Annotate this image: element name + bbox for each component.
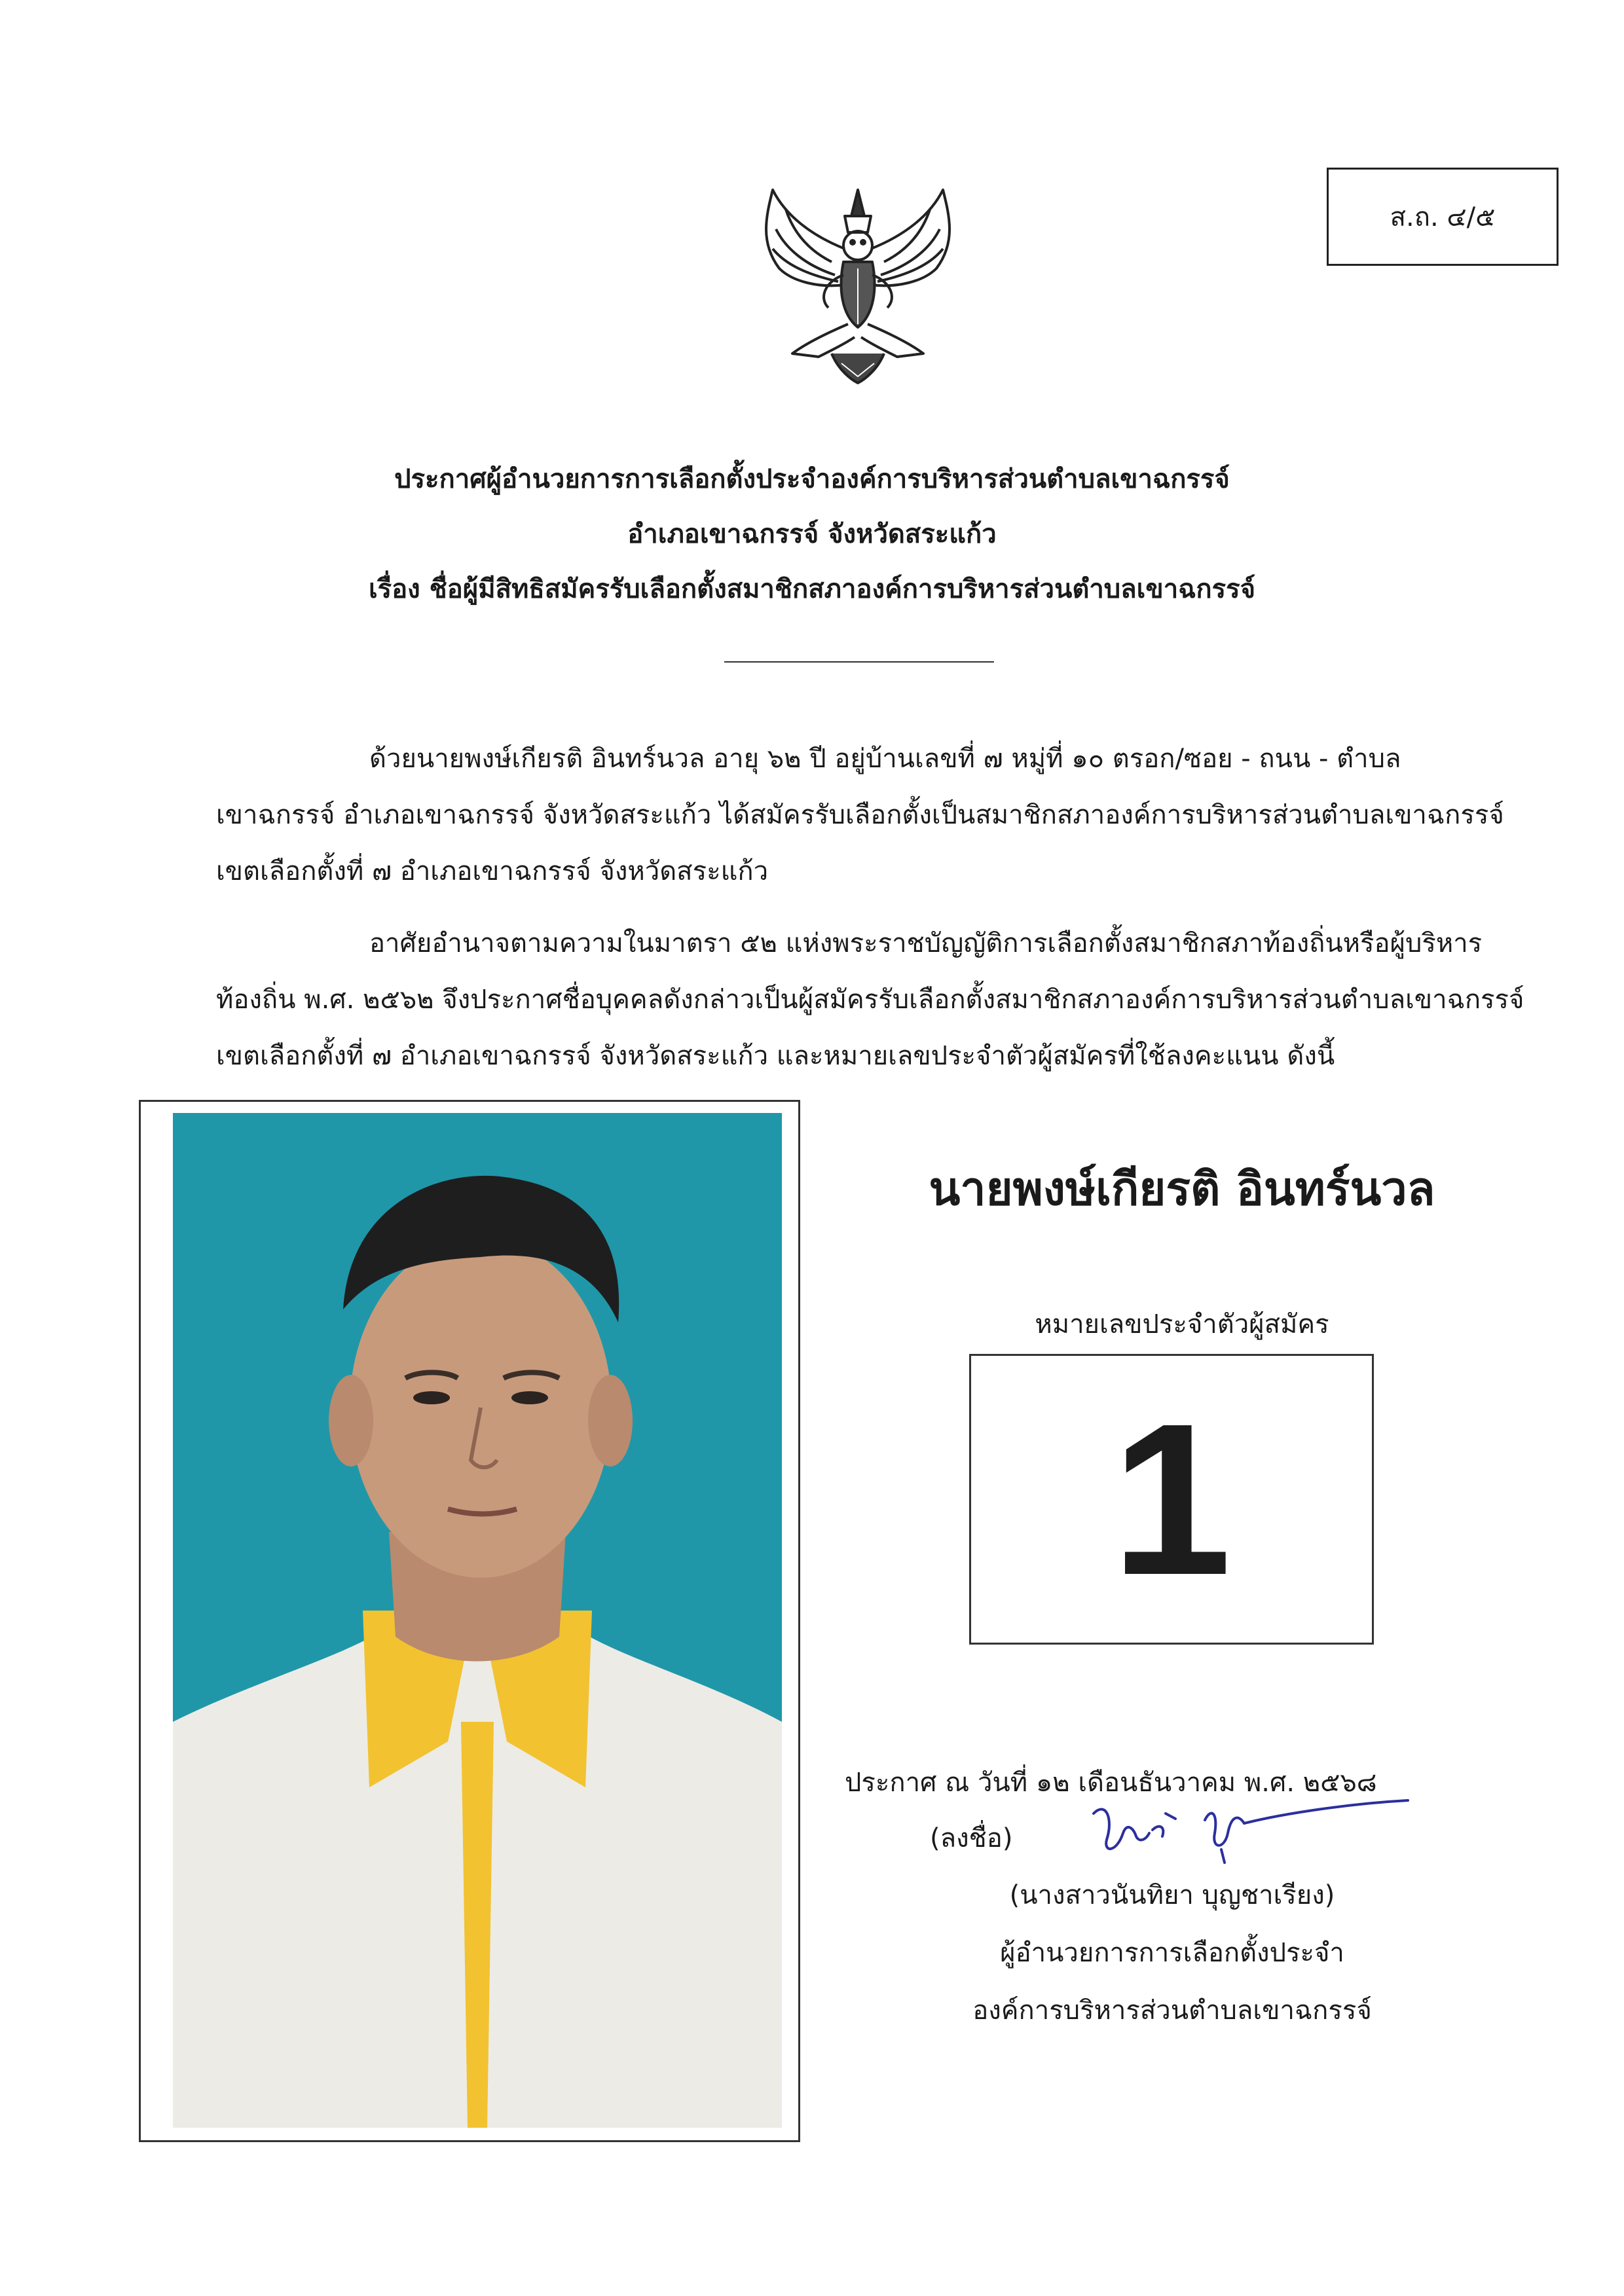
announcement-title [0, 452, 1624, 617]
paragraph-1 [216, 731, 1504, 900]
signer-position-line-1: ผู้อำนวยการการเลือกตั้งประจำ [1000, 1938, 1344, 1968]
paragraph-2-line-3: เขตเลือกตั้งที่ ๗ อำเภอเขาฉกรรจ์ จังหวัดสระแก้ว และหมายเลขประจำตัวผู้สมัครที่ใช้ลงคะแนน ดังนี้ [216, 1041, 1335, 1071]
signer-position-line-2: องค์การบริหารส่วนตำบลเขาฉกรรจ์ [972, 1995, 1372, 2026]
paragraph-1-line-1: ด้วยนายพงษ์เกียรติ อินทร์นวล อายุ ๖๒ ปี อยู่บ้านเลขที่ ๗ หมู่ที่ ๑๐ ตรอก/ซอย - ถนน - ตำบล [369, 744, 1401, 774]
candidate-name: นายพงษ์เกียรติ อินทร์นวล [929, 1162, 1435, 1216]
paragraph-2-line-1: อาศัยอำนาจตามความในมาตรา ๕๒ แห่งพระราชบัญญัติการเลือกตั้งสมาชิกสภาท้องถิ่นหรือผู้บริหาร [369, 928, 1483, 958]
paragraph-1-line-3: เขตเลือกตั้งที่ ๗ อำเภอเขาฉกรรจ์ จังหวัดสระแก้ว [216, 856, 769, 886]
form-code: ส.ถ. ๔/๕ [1390, 202, 1496, 232]
announcement-date: ประกาศ ณ วันที่ ๑๒ เดือนธันวาคม พ.ศ. ๒๕๖๘ [845, 1768, 1377, 1798]
paragraph-2-line-2: ท้องถิ่น พ.ศ. ๒๕๖๒ จึงประกาศชื่อบุคคลดังกล่าวเป็นผู้สมัครรับเลือกตั้งสมาชิกสภาองค์การบริหารส่วนตำบลเขาฉกรรจ์ [216, 985, 1524, 1015]
handwritten-signature [1087, 1794, 1414, 1866]
title-divider [724, 661, 994, 663]
paragraph-1-line-2: เขาฉกรรจ์ อำเภอเขาฉกรรจ์ จังหวัดสระแก้ว ได้สมัครรับเลือกตั้งเป็นสมาชิกสภาองค์การบริหารส่วนตำบลเขาฉกรรจ์ [216, 800, 1504, 830]
paragraph-2 [216, 915, 1524, 1084]
signer-name: (นางสาวนันทิยา บุญชาเรียง) [1009, 1880, 1335, 1910]
garuda-emblem-icon [747, 177, 969, 393]
title-line-3: เรื่อง ชื่อผู้มีสิทธิสมัครรับเลือกตั้งสมาชิกสภาองค์การบริหารส่วนตำบลเขาฉกรรจ์ [368, 574, 1256, 604]
candidate-number: 1 [1111, 1378, 1232, 1620]
title-line-1: ประกาศผู้อำนวยการการเลือกตั้งประจำองค์การบริหารส่วนตำบลเขาฉกรรจ์ [394, 464, 1230, 494]
candidate-number-label: หมายเลขประจำตัวผู้สมัคร [1035, 1309, 1329, 1339]
candidate-photo [173, 1113, 782, 2128]
candidate-number-box [969, 1354, 1374, 1645]
title-line-2: อำเภอเขาฉกรรจ์ จังหวัดสระแก้ว [627, 519, 997, 549]
form-code-box [1327, 168, 1559, 266]
signature-label: (ลงชื่อ) [930, 1823, 1013, 1853]
